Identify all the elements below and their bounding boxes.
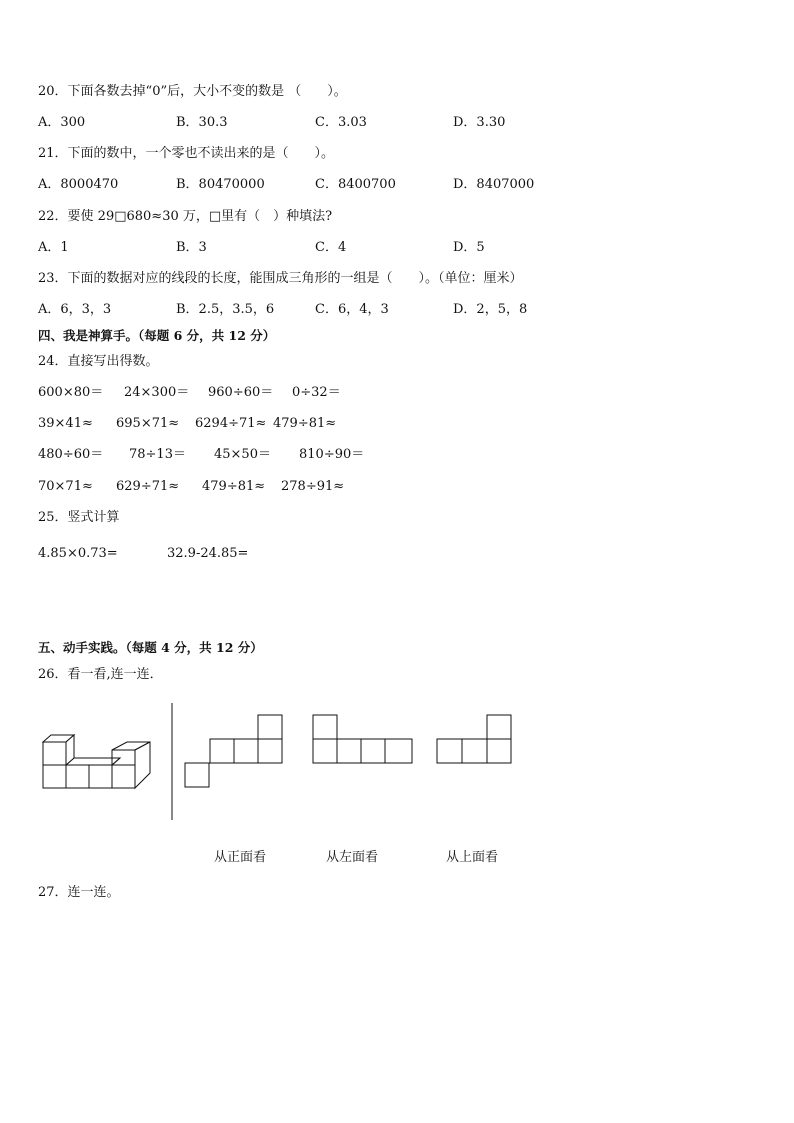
q24-cell: 810÷90＝ [299, 447, 365, 462]
question-27-stem: 27．连一连。 [38, 885, 120, 900]
q24-cell: 0÷32＝ [292, 385, 341, 400]
label-top-view[interactable]: 从上面看 [446, 850, 499, 865]
q24-cell: 24×300＝ [124, 385, 190, 400]
q21-option-a[interactable]: A．8000470 [38, 177, 119, 192]
q21-option-b[interactable]: B．80470000 [176, 177, 265, 192]
question-21-stem: 21．下面的数中，一个零也不读出来的是（ ）。 [38, 146, 335, 161]
q21-option-c[interactable]: C．8400700 [315, 177, 396, 192]
q25-item: 32.9-24.85= [167, 546, 249, 561]
q22-option-b[interactable]: B．3 [176, 240, 207, 255]
section-4-heading: 四、我是神算手。（每题 6 分，共 12 分） [38, 328, 276, 343]
q24-cell: 600×80＝ [38, 385, 104, 400]
question-20-stem: 20．下面各数去掉“0”后，大小不变的数是 （ ）。 [38, 84, 347, 99]
q20-option-c[interactable]: C．3.03 [315, 115, 367, 130]
q24-cell: 695×71≈ [116, 416, 180, 431]
q23-option-c[interactable]: C．6，4，3 [315, 302, 389, 317]
question-26-stem: 26．看一看,连一连． [38, 667, 163, 682]
q20-option-b[interactable]: B．30.3 [176, 115, 228, 130]
label-left-view[interactable]: 从左面看 [326, 850, 379, 865]
q24-cell: 70×71≈ [38, 479, 93, 494]
q21-option-d[interactable]: D．8407000 [453, 177, 535, 192]
q24-cell: 960÷60＝ [208, 385, 274, 400]
view-option-3[interactable] [437, 715, 511, 763]
label-front-view[interactable]: 从正面看 [214, 850, 267, 865]
q22-option-a[interactable]: A．1 [38, 240, 69, 255]
q22-option-d[interactable]: D．5 [453, 240, 485, 255]
q22-option-c[interactable]: C．4 [315, 240, 347, 255]
q25-item: 4.85×0.73= [38, 546, 118, 561]
q24-cell: 479÷81≈ [273, 416, 337, 431]
q24-cell: 6294÷71≈ [195, 416, 267, 431]
q24-cell: 45×50＝ [214, 447, 271, 462]
cube-solid [43, 735, 150, 788]
question-22-stem: 22．要使 29□680≈30 万，□里有（ ）种填法? [38, 209, 333, 224]
q24-cell: 39×41≈ [38, 416, 93, 431]
q24-cell: 480÷60＝ [38, 447, 104, 462]
q20-option-d[interactable]: D．3.30 [453, 115, 506, 130]
view-option-1[interactable] [185, 715, 282, 787]
q24-cell: 479÷81≈ [202, 479, 266, 494]
q20-option-a[interactable]: A．300 [38, 115, 86, 130]
question-25-stem: 25．竖式计算 [38, 510, 120, 525]
q23-option-b[interactable]: B．2.5，3.5，6 [176, 302, 275, 317]
question-24-stem: 24．直接写出得数。 [38, 354, 159, 369]
q23-option-a[interactable]: A．6，3，3 [38, 302, 112, 317]
q24-cell: 278÷91≈ [281, 479, 345, 494]
q24-cell: 78÷13＝ [129, 447, 186, 462]
section-5-heading: 五、动手实践。（每题 4 分，共 12 分） [38, 640, 263, 655]
q24-cell: 629÷71≈ [116, 479, 180, 494]
question-23-stem: 23．下面的数据对应的线段的长度，能围成三角形的一组是（ ）。（单位：厘米） [38, 271, 523, 286]
view-option-2[interactable] [313, 715, 412, 763]
q23-option-d[interactable]: D．2，5，8 [453, 302, 528, 317]
